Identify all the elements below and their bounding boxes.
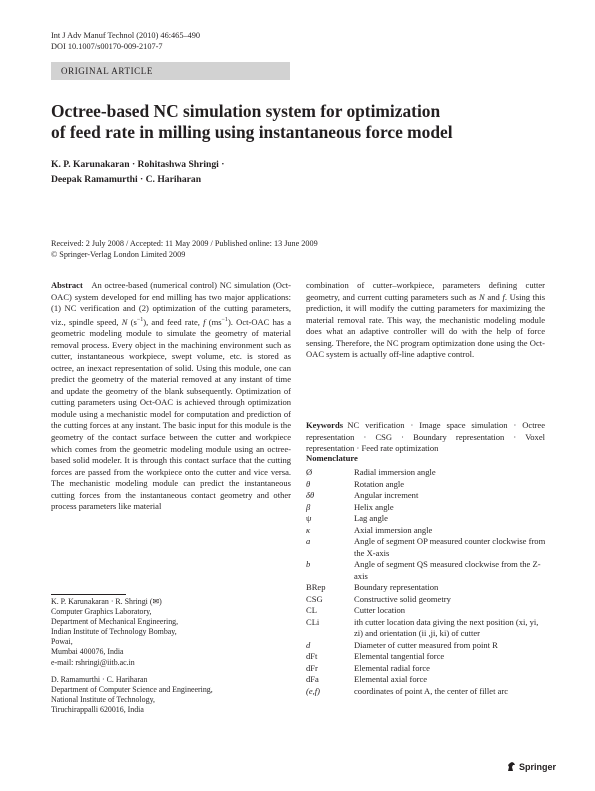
nomenclature-row: b Angle of segment QS measured clockwise from the Z-axis [306, 559, 541, 581]
publisher-logo [506, 761, 556, 772]
affiliation-line: Department of Mechanical Engineering, [51, 617, 179, 627]
nomenclature-table [306, 467, 546, 697]
springer-horse-icon [506, 761, 517, 772]
nomenclature-row: dFr Elemental radial force [306, 662, 430, 673]
nomenclature-row: dFa Elemental axial force [306, 674, 428, 684]
nomenclature-row: a Angle of segment OP measured counter clockwise from the X-axis [306, 536, 546, 558]
title-line-2: of feed rate in milling using instantaneous force model [51, 122, 453, 142]
publisher-name: Springer [519, 762, 557, 772]
nomenclature-heading: Nomenclature [306, 453, 358, 463]
nomenclature-row: κ Axial immersion angle [306, 524, 433, 535]
nomenclature-row: CSG Constructive solid geometry [306, 593, 451, 604]
doi: DOI 10.1007/s00170-009-2107-7 [51, 42, 163, 51]
keywords [306, 420, 545, 455]
footnote-divider [51, 594, 126, 595]
nomenclature-row: CLi ith cutter location data giving the next position (xi, yi, zi) and orientation (ii ,ji, ki) of cutter [306, 616, 539, 638]
nomenclature-row: dFt Elemental tangential force [306, 651, 445, 661]
nomenclature-row: β Helix angle [306, 501, 394, 512]
keywords-label: Keywords [306, 420, 344, 430]
affiliation-authors: D. Ramamurthi · C. Hariharan [51, 675, 148, 684]
affiliation-2 [51, 675, 291, 715]
journal-info [51, 30, 200, 52]
publication-dates [51, 238, 551, 260]
paper-title [51, 101, 551, 143]
abstract-right-column [306, 280, 545, 361]
nomenclature-row: BRep Boundary representation [306, 582, 439, 592]
abstract-continuation: combination of cutter–workpiece, parameters defining cutter geometry, and current cutting parameters such as N and f. Using this prediction, it will modify the cutting parameters for maximizing the material removal rate. This way, the mechanistic modeling module does what an adaptive controller will do with the help of force sensing. Therefore, the NC program optimization done using the Oct-OAC system is actually off-line adaptive control. [306, 280, 546, 360]
nomenclature-row: θ Rotation angle [306, 478, 405, 489]
email-link[interactable]: e-mail: rshringi@iitb.ac.in [51, 657, 135, 667]
nomenclature-row: (e,f) coordinates of point A, the center of fillet arc [306, 685, 509, 696]
nomenclature-row: ψ Lag angle [306, 513, 388, 523]
affiliation-line: Tiruchirappalli 620016, India [51, 705, 144, 715]
nomenclature-row: Ø Radial immersion angle [306, 467, 436, 477]
affiliation-line: National Institute of Technology, [51, 695, 155, 705]
journal-citation: Int J Adv Manuf Technol (2010) 46:465–490 [51, 31, 201, 40]
affiliation-line: Mumbai 400076, India [51, 647, 124, 657]
dates-line: Received: 2 July 2008 / Accepted: 11 May 2009 / Published online: 13 June 2009 [51, 239, 318, 248]
abstract-left-column [51, 280, 291, 513]
affiliation-line: Powai, [51, 637, 73, 647]
nomenclature-row: δθ Angular increment [306, 490, 419, 500]
author-list [51, 157, 471, 187]
affiliation-line: Indian Institute of Technology Bombay, [51, 627, 177, 637]
keywords-text: NC verification · Image space simulation · Octree representation · CSG · Boundary representation · Voxel representation · Feed rate optimization [306, 420, 545, 454]
affiliation-line: Computer Graphics Laboratory, [51, 607, 152, 617]
authors-line-2: Deepak Ramamurthi · C. Hariharan [51, 174, 202, 185]
affiliation-1 [51, 597, 291, 668]
nomenclature-row: CL Cutter location [306, 605, 406, 615]
title-line-1: Octree-based NC simulation system for optimization [51, 101, 441, 121]
nomenclature-row: d Diameter of cutter measured from point R [306, 639, 498, 650]
copyright-line: © Springer-Verlag London Limited 2009 [51, 250, 186, 259]
affiliation-authors: K. P. Karunakaran · R. Shringi (✉) [51, 597, 162, 606]
abstract-label: Abstract [51, 280, 83, 290]
article-type-badge: ORIGINAL ARTICLE [51, 62, 290, 80]
abstract-text: Abstract An octree-based (numerical control) NC simulation (Oct-OAC) system developed for end milling has two major applications: (1) NC verification and (2) optimization of the cutting parameters, viz., spindle speed, N $(s^{-1})$, and feed rate, f $(ms^{-1})$. Oct-OAC has a geometric modeling module to simulate the geometry of material removal process. Every object in the machining environment such as cutter, instantaneous workpiece, swept volume, etc. is stored as octree, an inexact representation of solid. Using this module, one can predict the geometry of the material removed at any instant of time and update the geometry of the blank subsequently. Optimization of cutting parameters using Oct-OAC is achieved through optimization module using a mechanistic model for computation and prediction of the cutting forces at any instant. The basic input for this module is the geometry of the contact surface between the cutter and workpiece which comes from the geometric modeling module using an octree-based solid modeler. It is through this contact surface that the cutting forces are passed from the workpiece onto the cutter and vice versa. The mechanistic modeling module can predict the instantaneous cutting forces from the instantaneous contact geometry and other process parameters like material [51, 280, 292, 512]
affiliation-line: Department of Computer Science and Engineering, [51, 685, 213, 695]
authors-line-1: K. P. Karunakaran · Rohitashwa Shringi · [51, 159, 225, 170]
